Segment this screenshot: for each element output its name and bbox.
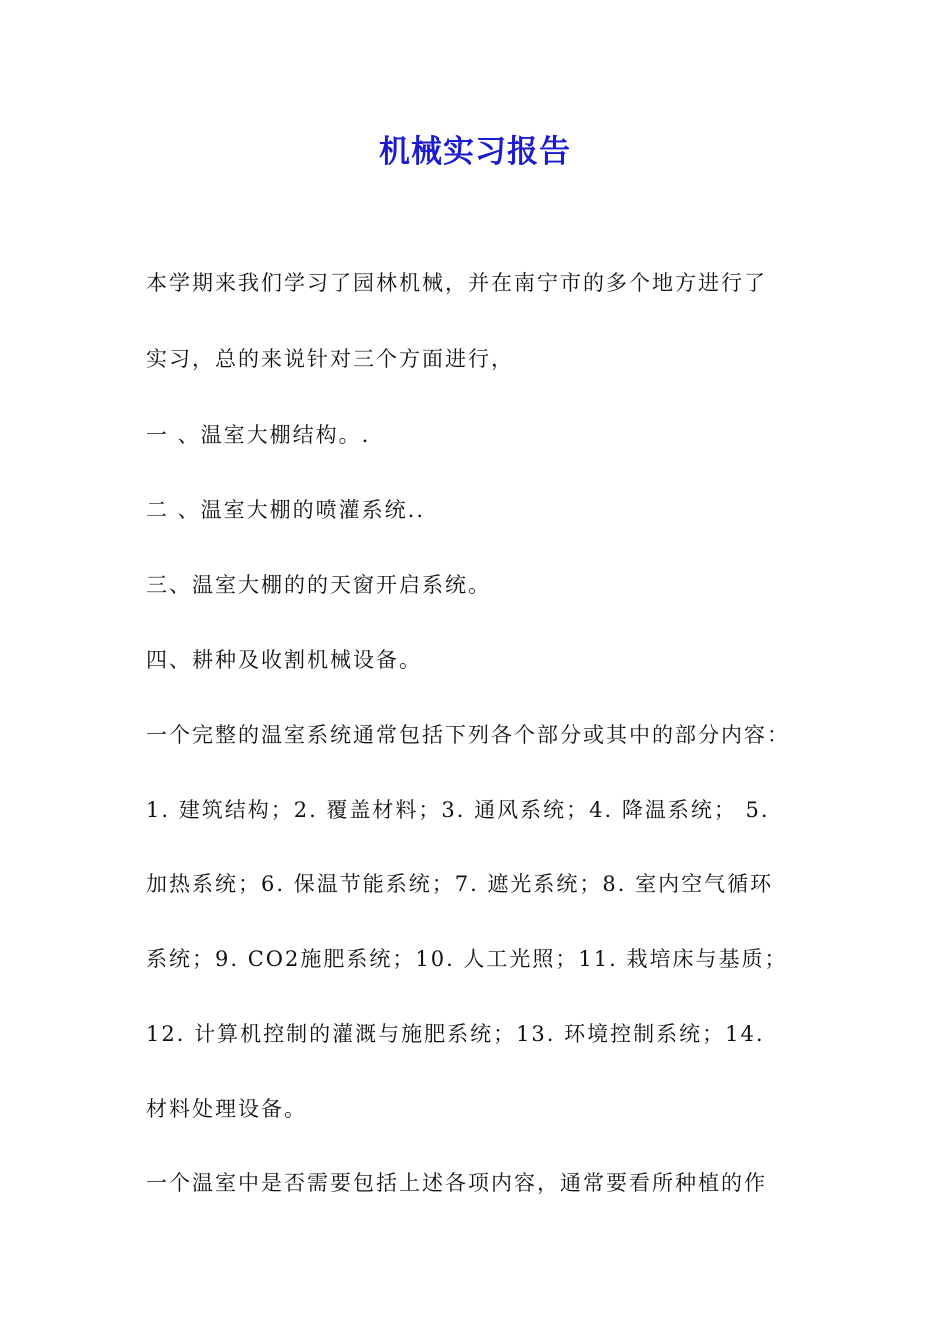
page-title: 机械实习报告 <box>379 134 571 170</box>
paragraph-line-5: 加热系统；6. 保温节能系统；7. 遮光系统；8. 室内空气循环 <box>146 872 774 896</box>
paragraph-line-2: 实习，总的来说针对三个方面进行， <box>146 347 514 371</box>
paragraph-line-1: 本学期来我们学习了园林机械，并在南宁市的多个地方进行了 <box>146 271 767 295</box>
paragraph-line-3: 一个完整的温室系统通常包括下列各个部分或其中的部分内容： <box>146 723 790 747</box>
paragraph-line-4: 1. 建筑结构；2. 覆盖材料；3. 通风系统；4. 降温系统； 5. <box>146 798 770 822</box>
list-item-1: 一 、温室大棚结构。. <box>146 423 371 447</box>
paragraph-line-7: 12. 计算机控制的灌溉与施肥系统；13. 环境控制系统；14. <box>146 1022 765 1046</box>
paragraph-line-6: 系统；9. CO2施肥系统；10. 人工光照；11. 栽培床与基质； <box>146 947 788 971</box>
paragraph-line-8: 材料处理设备。 <box>146 1097 307 1121</box>
list-item-4: 四、耕种及收割机械设备。 <box>146 648 422 672</box>
list-item-3: 三、温室大棚的的天窗开启系统。 <box>146 573 491 597</box>
paragraph-line-9: 一个温室中是否需要包括上述各项内容，通常要看所种植的作 <box>146 1171 767 1195</box>
list-item-2: 二 、温室大棚的喷灌系统.. <box>146 498 426 522</box>
